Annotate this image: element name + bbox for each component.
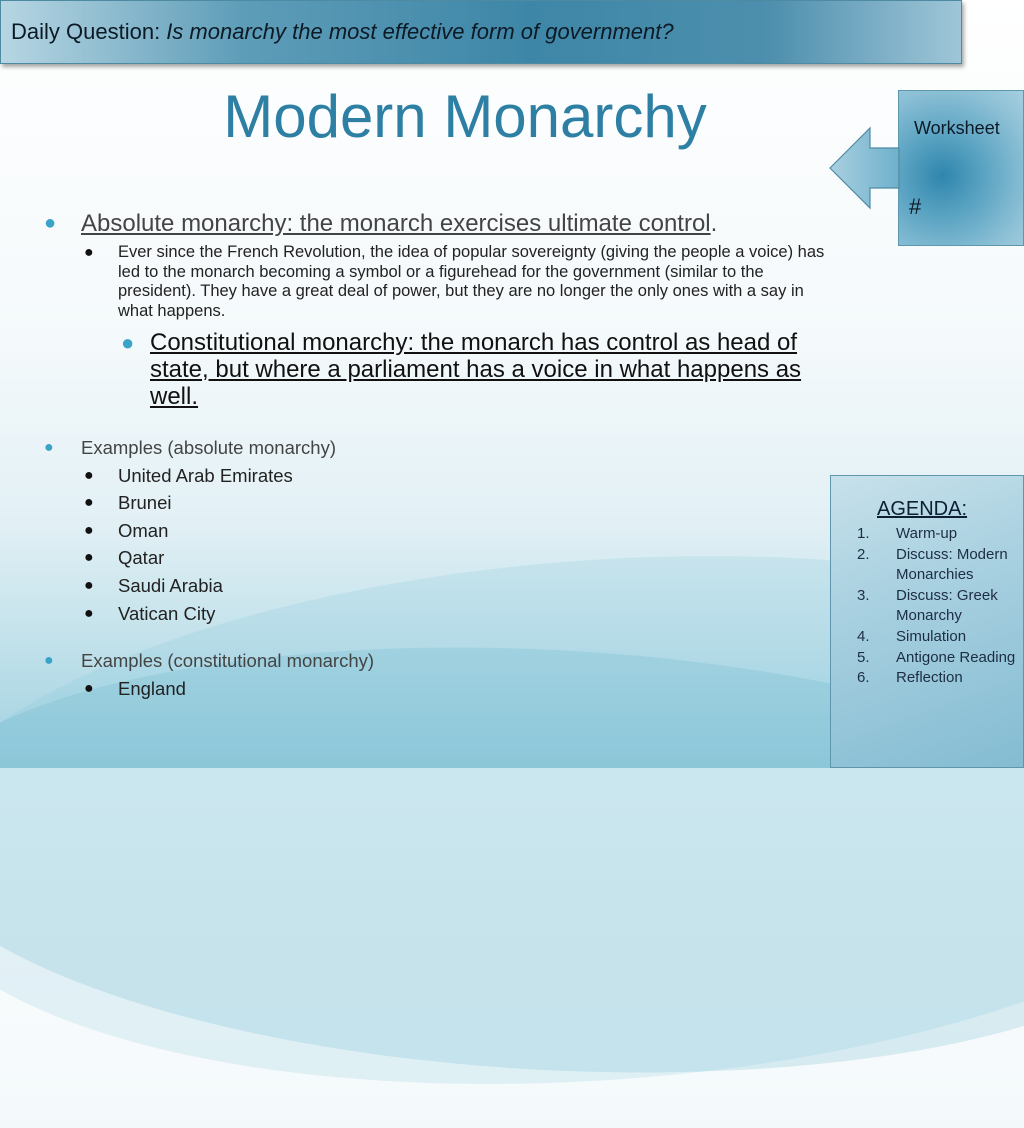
- bullet-icon: ●: [84, 244, 94, 261]
- list-item: ● Vatican City: [40, 600, 830, 628]
- daily-question-text: Is monarchy the most effective form of government?: [166, 19, 674, 44]
- worksheet-label: Worksheet: [914, 118, 1000, 138]
- bullet-detail: [40, 243, 830, 321]
- bullet-icon: ●: [84, 549, 94, 567]
- bullet-icon: ●: [121, 330, 135, 355]
- daily-question-prefix: Daily Question:: [11, 19, 161, 44]
- absolute-definition-text: Absolute monarchy: the monarch exercises ultimate control: [81, 210, 711, 237]
- agenda-item: 1. Warm-up: [857, 525, 958, 542]
- bullet-icon: ●: [84, 521, 94, 539]
- worksheet-number: #: [909, 194, 922, 219]
- agenda-item: 3. Discuss: Greek Monarchy: [857, 586, 998, 625]
- arrow-left-icon: [828, 126, 900, 210]
- bullet-icon: ●: [84, 466, 94, 484]
- agenda-list: [848, 524, 1018, 689]
- list-item: ● Qatar: [40, 544, 830, 572]
- agenda-item: 4. Simulation: [857, 627, 967, 645]
- worksheet-box: [898, 90, 1024, 246]
- bullet-absolute-definition: [40, 210, 830, 237]
- agenda-title: AGENDA:: [877, 498, 968, 520]
- detail-text: Ever since the French Revolution, the idea of popular sovereignty (giving the people a voice) has led to the monarch becoming a symbol or a figurehead for the government (similar to the president). They have a great deal of power, but they are no longer the only ones with a say in what happens.: [118, 243, 825, 320]
- bullet-icon: ●: [84, 576, 94, 594]
- agenda-item: 2. Discuss: Modern Monarchies: [857, 545, 1008, 584]
- bullet-icon: ●: [44, 652, 54, 670]
- examples-absolute-heading: ● Examples (absolute monarchy): [40, 434, 830, 462]
- list-item: ● Saudi Arabia: [40, 572, 830, 600]
- absolute-definition-suffix: .: [710, 210, 718, 237]
- bullet-icon: ●: [84, 494, 94, 512]
- examples-constitutional-heading: ● Examples (constitutional monarchy): [40, 647, 830, 675]
- list-item: ● Brunei: [40, 489, 830, 517]
- bullet-constitutional-definition: [40, 329, 830, 410]
- bullet-icon: ●: [84, 679, 94, 697]
- agenda-item: 5. Antigone Reading: [857, 648, 1016, 666]
- slide-content: [40, 210, 830, 702]
- list-item: ● Oman: [40, 517, 830, 545]
- list-item: ● United Arab Emirates: [40, 462, 830, 490]
- bullet-icon: ●: [84, 604, 94, 622]
- agenda-item: 6. Reflection: [857, 669, 963, 687]
- constitutional-definition-text: Constitutional monarchy: the monarch has control as head of state, but where a parliament has a voice in what happens as well.: [150, 329, 802, 410]
- list-item: ● England: [40, 675, 830, 703]
- daily-question-banner: [0, 0, 962, 64]
- bullet-icon: ●: [44, 212, 57, 234]
- slide-title: Modern Monarchy: [223, 83, 707, 150]
- bullet-icon: ●: [44, 439, 54, 456]
